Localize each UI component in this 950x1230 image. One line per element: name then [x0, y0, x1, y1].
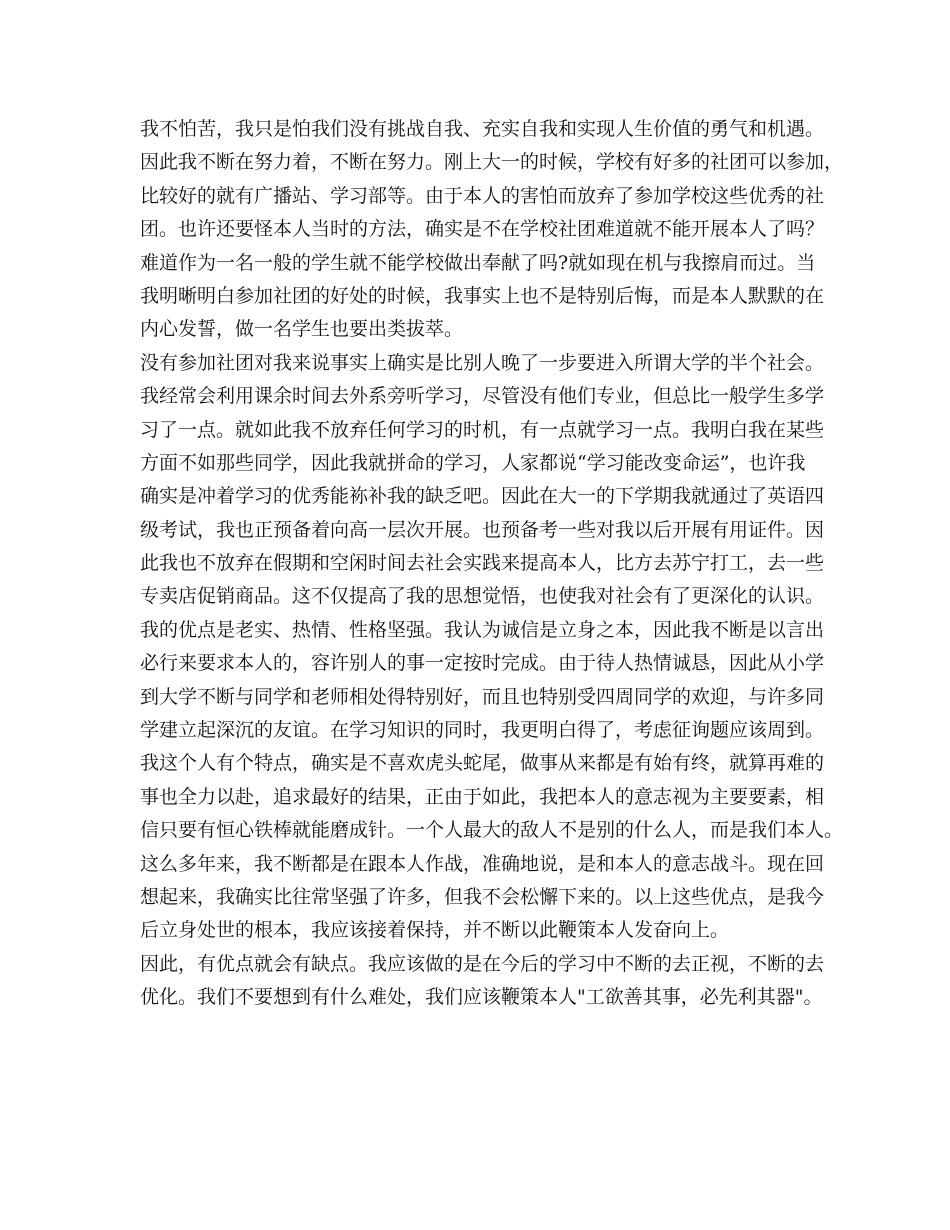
text-line: 内心发誓，做一名学生也要出类拔萃。 — [140, 318, 464, 341]
text-line: 此我也不放弃在假期和空闲时间去社会实践来提高本人，比方去苏宁打工，去一些 — [140, 552, 825, 575]
text-line: 因此我不断在努力着，不断在努力。刚上大一的时候，学校有好多的社团可以参加， — [140, 151, 844, 174]
text-line: 这么多年来，我不断都是在跟本人作战，准确地说，是和本人的意志战斗。现在回 — [140, 852, 825, 875]
text-line: 难道作为一名一般的学生就不能学校做出奉献了吗?就如现在机与我擦肩而过。当 — [140, 251, 816, 274]
text-line: 我明晰明白参加社团的好处的时候，我事实上也不是特别后悔，而是本人默默的在 — [140, 284, 825, 307]
text-line: 确实是冲着学习的优秀能袮补我的缺乏吧。因此在大一的下学期我就通过了英语四 — [140, 485, 825, 508]
body-text — [140, 113, 844, 1015]
text-line: 比较好的就有广播站、学习部等。由于本人的害怕而放弃了参加学校这些优秀的社 — [140, 184, 825, 207]
text-line: 信只要有恒心铁棒就能磨成针。一个人最大的敌人不是别的什么人，而是我们本人。 — [140, 819, 844, 842]
text-line: 我经常会利用课余时间去外系旁听学习，尽管没有他们专业，但总比一般学生多学 — [140, 385, 825, 408]
text-line: 级考试，我也正预备着向高一层次开展。也预备考一些对我以后开展有用证件。因 — [140, 518, 825, 541]
text-line: 优化。我们不要想到有什么难处，我们应该鞭策本人"工欲善其事，必先利其器"。 — [140, 986, 823, 1009]
text-line: 我不怕苦，我只是怕我们没有挑战自我、充实自我和实现人生价值的勇气和机遇。 — [140, 118, 825, 140]
text-line: 我的优点是老实、热情、性格坚强。我认为诚信是立身之本，因此我不断是以言出 — [140, 618, 825, 641]
text-line: 没有参加社团对我来说事实上确实是比别人晚了一步要进入所谓大学的半个社会。 — [140, 351, 825, 374]
text-line: 后立身处世的根本，我应该接着保持，并不断以此鞭策本人发奋向上。 — [140, 919, 730, 942]
text-line: 学建立起深沉的友谊。在学习知识的同时，我更明白得了，考虑征询题应该周到。 — [140, 719, 825, 742]
text-line: 到大学不断与同学和老师相处得特别好，而且也特别受四周同学的欢迎，与许多同 — [140, 685, 825, 708]
text-line: 事也全力以赴，追求最好的结果，正由于如此，我把本人的意志视为主要要素，相 — [140, 785, 825, 808]
text-line: 因此，有优点就会有缺点。我应该做的是在今后的学习中不断的去正视，不断的去 — [140, 952, 825, 975]
text-line: 专卖店促销商品。这不仅提高了我的思想觉悟，也使我对社会有了更深化的认识。 — [140, 585, 825, 608]
text-line: 我这个人有个特点，确实是不喜欢虎头蛇尾，做事从来都是有始有终，就算再难的 — [140, 752, 825, 775]
text-line: 习了一点。就如此我不放弃任何学习的时机，有一点就学习一点。我明白我在某些 — [140, 418, 825, 441]
text-line: 必行来要求本人的，容许别人的事一定按时完成。由于待人热情诚恳，因此从小学 — [140, 652, 825, 675]
text-line: 团。也许还要怪本人当时的方法，确实是不在学校社团难道就不能开展本人了吗？ — [140, 218, 825, 241]
text-line: 方面不如那些同学，因此我就拼命的学习，人家都说“学习能改变命运”，也许我 — [140, 451, 806, 474]
text-line: 想起来，我确实比往常坚强了许多，但我不会松懈下来的。以上这些优点，是我今 — [140, 885, 825, 908]
